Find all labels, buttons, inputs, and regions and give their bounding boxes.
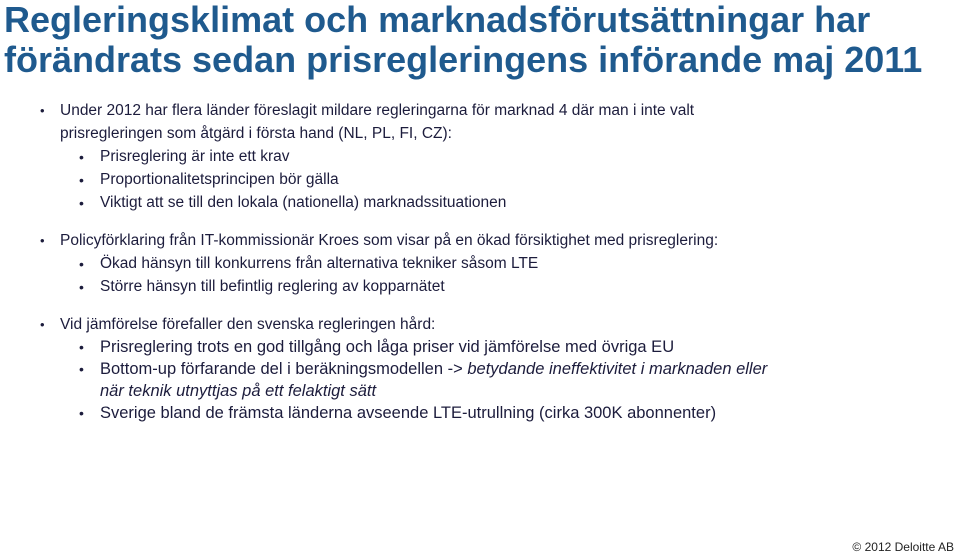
section3-sub-item-1: Prisreglering trots en god tillgång och låga priser vid jämförelse med övriga EU xyxy=(100,338,675,356)
section2-sub-item: Ökad hänsyn till konkurrens från alternativa tekniker såsom LTE xyxy=(100,255,539,272)
section1-sub-item: Viktigt att se till den lokala (nationella) marknadssituationen xyxy=(100,194,507,211)
bullet-icon: • xyxy=(40,317,45,332)
copyright-footer: © 2012 Deloitte AB xyxy=(852,540,954,554)
section1-sub-item: Prisreglering är inte ett krav xyxy=(100,148,290,165)
sub-bullet-icon: • xyxy=(79,172,84,188)
section3-sub-item-3: Sverige bland de främsta länderna avseende LTE-utrullning (cirka 300K abonnenter) xyxy=(100,404,717,422)
slide-title-line-2: förändrats sedan prisregleringens införande maj 2011 xyxy=(4,39,923,80)
sub-bullet-icon: • xyxy=(79,339,84,355)
bullet-icon: • xyxy=(40,103,45,118)
sub-bullet-icon: • xyxy=(79,149,84,165)
section1-sub-item: Proportionalitetsprincipen bör gälla xyxy=(100,171,339,188)
section3-sub-item-2-italic: betydande ineffektivitet i marknaden eller xyxy=(467,360,768,378)
section1-text-line-2: prisregleringen som åtgärd i första hand (NL, PL, FI, CZ): xyxy=(60,125,452,142)
sub-bullet-icon: • xyxy=(79,361,84,377)
sub-bullet-icon: • xyxy=(79,405,84,421)
section2-text-line-1: Policyförklaring från IT-kommissionär Kroes som visar på en ökad försiktighet med prisreglering: xyxy=(60,232,719,249)
slide-title-line-1: Regleringsklimat och marknadsförutsättningar har xyxy=(4,0,871,40)
section2-sub-item: Större hänsyn till befintlig reglering av kopparnätet xyxy=(100,278,445,295)
bullet-icon: • xyxy=(40,233,45,248)
slide-title xyxy=(4,0,954,80)
sub-bullet-icon: • xyxy=(79,256,84,272)
sub-bullet-icon: • xyxy=(79,195,84,211)
section3-sub-item-2-plain: Bottom-up förfarande del i beräkningsmodellen -> xyxy=(100,360,468,378)
section3-text-line-1: Vid jämförelse förefaller den svenska regleringen hård: xyxy=(60,316,436,333)
section3-sub-item-2 xyxy=(100,358,767,380)
sub-bullet-icon: • xyxy=(79,279,84,295)
section1-text-line-1: Under 2012 har flera länder föreslagit mildare regleringarna för marknad 4 där man i inte valt xyxy=(60,102,695,119)
section3-sub-item-2-continuation: när teknik utnyttjas på ett felaktigt sätt xyxy=(100,382,377,400)
